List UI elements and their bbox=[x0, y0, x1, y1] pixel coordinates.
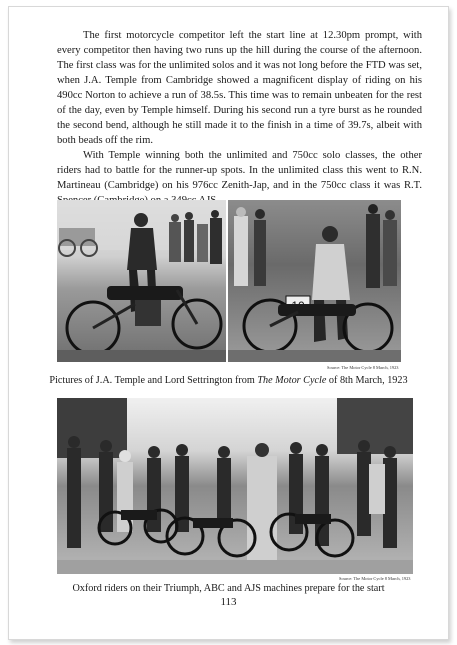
photo-oxford-riders bbox=[57, 398, 413, 574]
page-number: 113 bbox=[220, 596, 237, 608]
body-text bbox=[57, 28, 422, 208]
book-page bbox=[8, 6, 449, 640]
figure1-source: Source: The Motor Cycle 8 March, 1923 bbox=[327, 365, 399, 370]
photo-temple-norton bbox=[57, 200, 226, 362]
photo-lord-settrington bbox=[228, 200, 401, 362]
figure2-source: Source: The Motor Cycle 8 March, 1923 bbox=[339, 576, 411, 581]
figure1-caption-text-before: Pictures of J.A. Temple and Lord Settrington from bbox=[49, 375, 258, 386]
figure1-caption-text-after: of 8th March, 1923 bbox=[326, 375, 408, 386]
paragraph-2: With Temple winning both the unlimited and 750cc solo classes, the other riders had to battle for the runner-up spots. In the unlimited class this went to R.N. Martineau (Cambridge) on his 976cc Zenith-Jap, and in the 750cc class it was R.T. bbox=[57, 150, 422, 191]
figure1-caption-magazine: The Motor Cycle bbox=[257, 375, 327, 386]
figure1-caption bbox=[9, 375, 448, 386]
figure2-caption: Oxford riders on their Triumph, ABC and AJS machines prepare for the start bbox=[72, 583, 385, 594]
paragraph-1: The first motorcycle competitor left the start line at 12.30pm prompt, with every competitor then having two runs up the hill during the course of the afternoon. The first class was for the unlimited solos and it was not long before the FTD was set, when J.A. Temple from Cambridge showed a magnificent display of riding on his 490cc Norton to achieve a run of 38.5s. This time was to remain unbeaten for the rest of the day, even by Temple himself. During his second run a tyre burst as he rounded the second bend, although he still made it to the finish in a time of 39.7s, albeit with both beads off the rim. bbox=[57, 30, 422, 146]
